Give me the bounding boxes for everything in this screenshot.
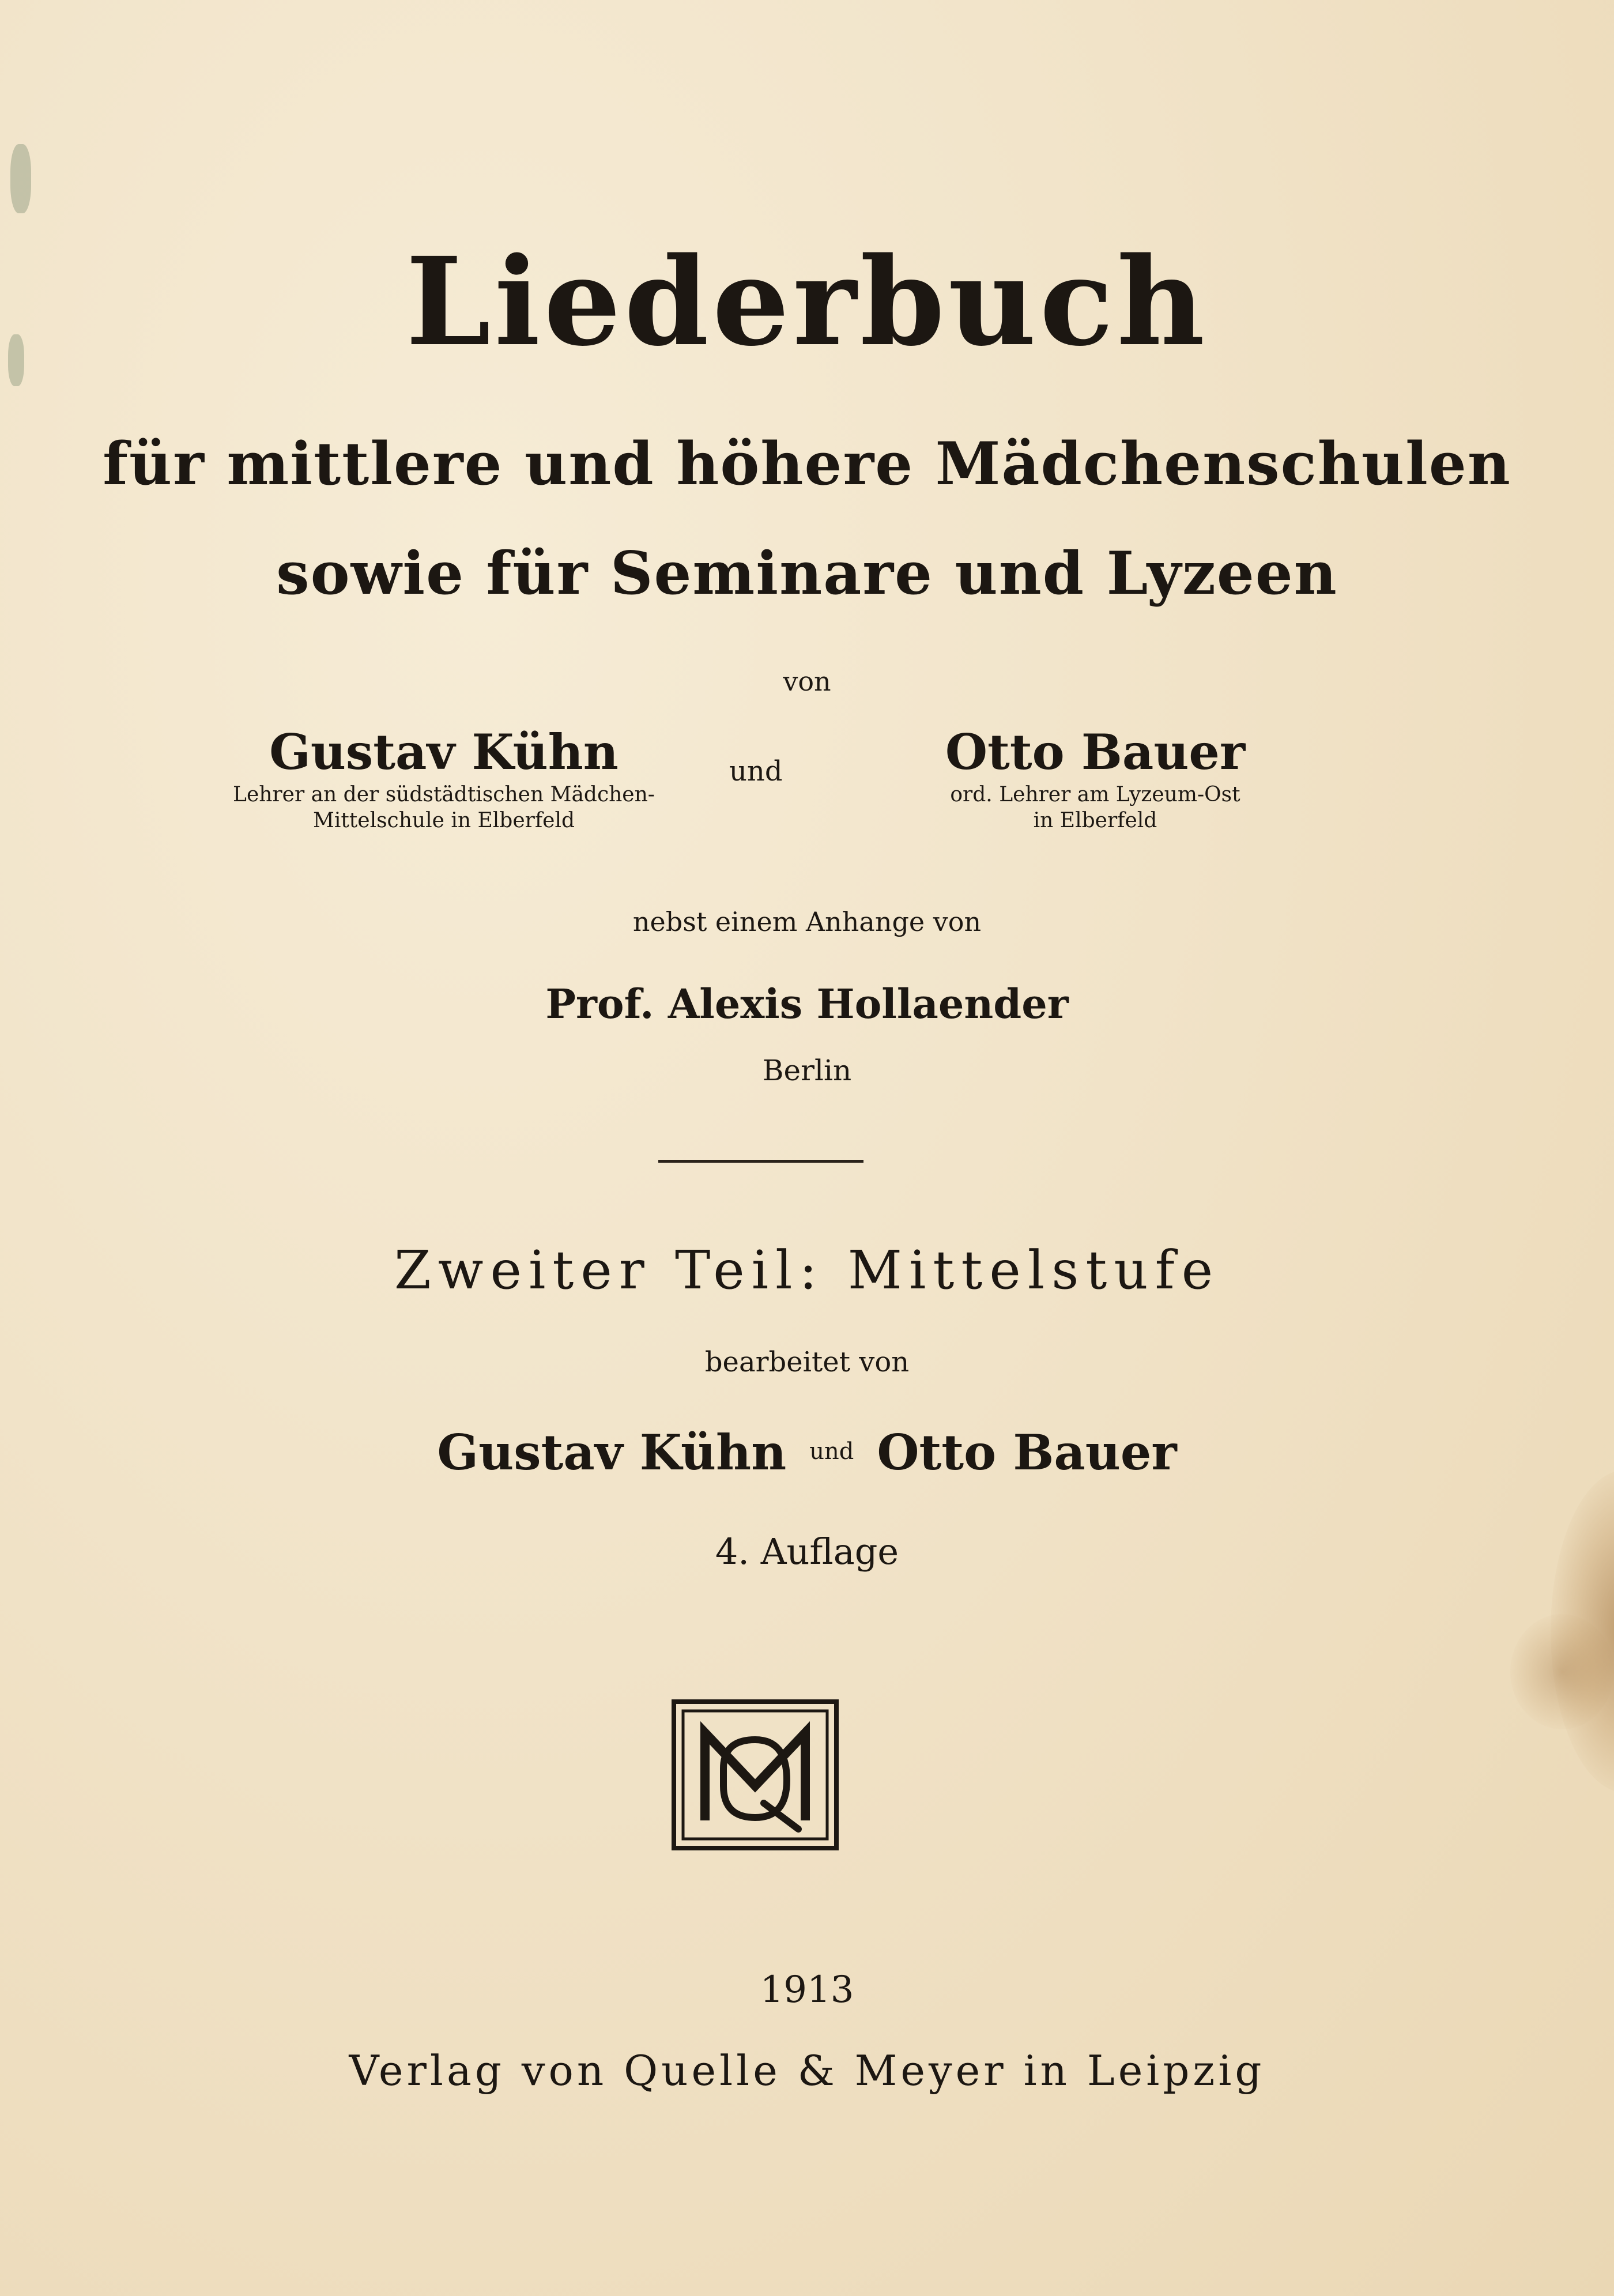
author-1-role-line-1: Lehrer an der südstädtischen Mädchen- xyxy=(233,782,655,806)
appendix-author: Prof. Alexis Hollaender xyxy=(545,980,1069,1028)
edition: 4. Auflage xyxy=(715,1530,899,1573)
author-2-name: Otto Bauer xyxy=(945,723,1246,781)
editor-2-name: Otto Bauer xyxy=(877,1424,1177,1481)
subtitle-line-2: sowie für Seminare und Lyzeen xyxy=(276,539,1338,608)
appendix-city: Berlin xyxy=(762,1054,852,1087)
edge-mark xyxy=(10,144,31,213)
author-2-role-line-1: ord. Lehrer am Lyzeum-Ost xyxy=(950,782,1240,806)
publication-year: 1913 xyxy=(760,1969,854,2011)
author-1-role-line-2: Mittelschule in Elberfeld xyxy=(312,808,575,832)
book-title: Liederbuch xyxy=(405,231,1209,373)
part-title: Zweiter Teil: Mittelstufe xyxy=(394,1239,1220,1301)
author-2 xyxy=(853,723,1337,834)
appendix-label: nebst einem Anhange von xyxy=(632,906,982,937)
subtitle-line-1: für mittlere und höhere Mädchenschulen xyxy=(103,429,1511,499)
water-stain-small xyxy=(1510,1614,1614,1729)
edited-label: bearbeitet von xyxy=(704,1346,910,1378)
editor-1-name: Gustav Kühn xyxy=(437,1424,787,1481)
author-2-role-line-2: in Elberfeld xyxy=(1033,808,1157,832)
and-label: und xyxy=(729,755,783,787)
author-1 xyxy=(196,723,692,834)
publisher-line: Verlag von Quelle & Meyer in Leipzig xyxy=(349,2046,1265,2095)
divider-rule xyxy=(658,1160,863,1163)
editors xyxy=(0,1424,1614,1481)
by-label: von xyxy=(783,666,831,697)
publisher-logo xyxy=(672,1699,839,1850)
author-1-name: Gustav Kühn xyxy=(269,723,619,781)
editors-and-label: und xyxy=(809,1438,854,1465)
